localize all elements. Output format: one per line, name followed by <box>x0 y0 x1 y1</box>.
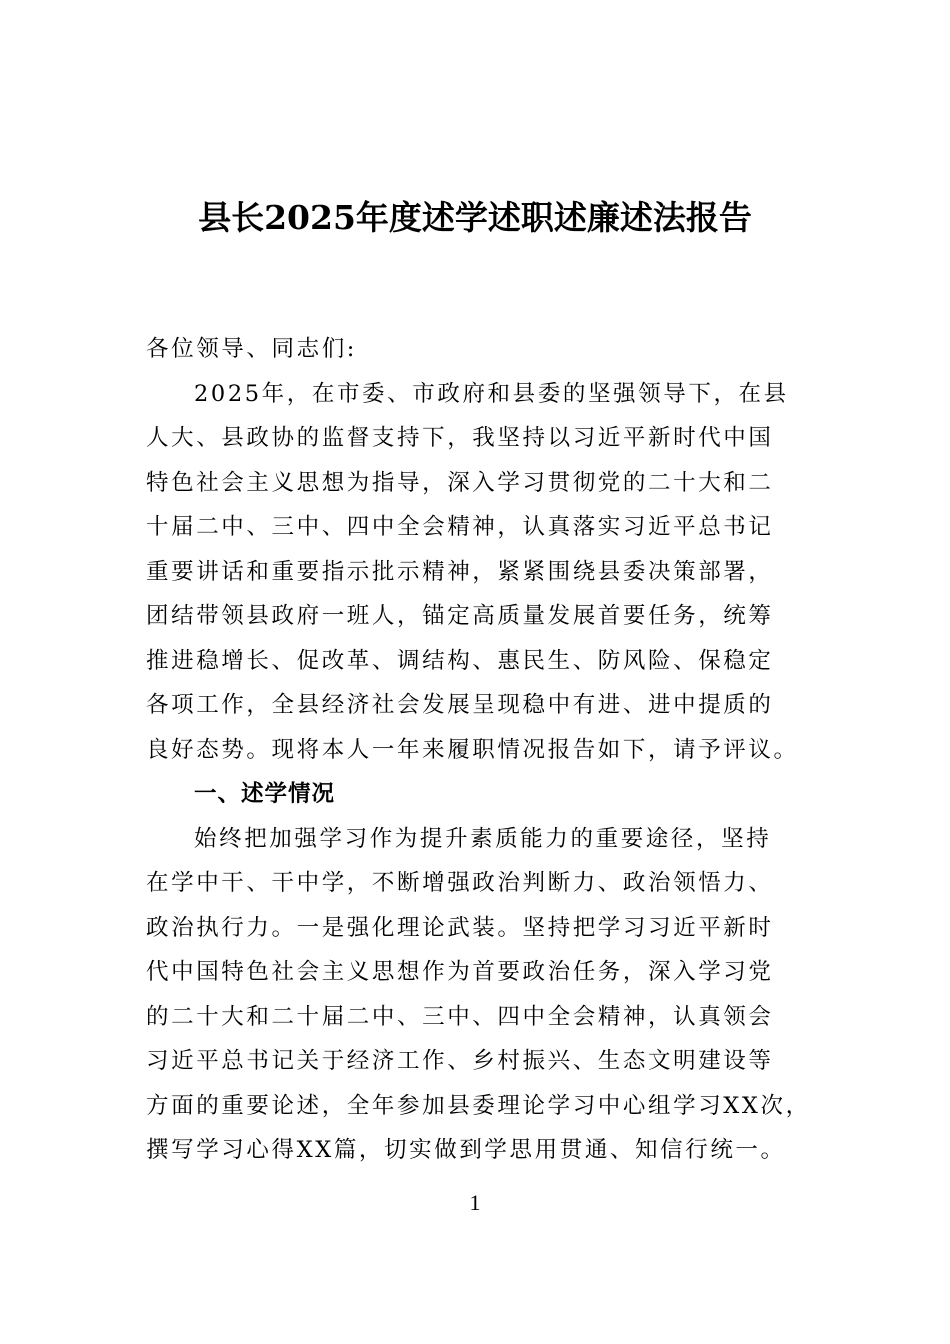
document-body <box>146 327 811 1173</box>
paragraph-line: 推进稳增长、促改革、调结构、惠民生、防风险、保稳定 <box>146 647 774 674</box>
paragraph-line: 重要讲话和重要指示批示精神，紧紧围绕县委决策部署， <box>146 558 774 585</box>
paragraph-line: 撰写学习心得XX篇，切实做到学思用贯通、知信行统一。 <box>146 1137 786 1163</box>
paragraph-line: 在学中干、干中学，不断增强政治判断力、政治领悟力、 <box>146 870 774 896</box>
paragraph-line: 良好态势。现将本人一年来履职情况报告如下，请予评议。 <box>146 736 799 763</box>
paragraph-line: 始终把加强学习作为提升素质能力的重要途径，坚持 <box>194 825 772 852</box>
intro-paragraph <box>146 372 806 773</box>
paragraph-line: 特色社会主义思想为指导，深入学习贯彻党的二十大和二 <box>146 469 774 496</box>
paragraph-line: 政治执行力。一是强化理论武装。坚持把学习习近平新时 <box>146 914 774 941</box>
paragraph-line: 的二十大和二十届二中、三中、四中全会精神，认真领会 <box>146 1003 774 1030</box>
paragraph-line: 人大、县政协的监督支持下，我坚持以习近平新时代中国 <box>146 425 774 451</box>
paragraph-line: 各项工作，全县经济社会发展呈现稳中有进、进中提质的 <box>146 692 774 718</box>
paragraph-line: 代中国特色社会主义思想作为首要政治任务，深入学习党 <box>146 959 774 985</box>
paragraph-line: 习近平总书记关于经济工作、乡村振兴、生态文明建设等 <box>146 1048 774 1074</box>
salutation: 各位领导、同志们: <box>146 336 357 362</box>
paragraph-line: 方面的重要论述，全年参加县委理论学习中心组学习XX次， <box>146 1092 811 1119</box>
section1-paragraph <box>146 817 811 1173</box>
section-heading: 一、述学情况 <box>194 781 336 807</box>
paragraph-line: 十届二中、三中、四中全会精神，认真落实习近平总书记 <box>146 514 774 540</box>
paragraph-line: 团结带领县政府一班人，锚定高质量发展首要任务，统筹 <box>146 603 774 629</box>
document-title: 县长2025年度述学述职述廉述法报告 <box>198 198 752 237</box>
page-number: 1 <box>469 1190 481 1215</box>
paragraph-line: 2025年，在市委、市政府和县委的坚强领导下，在县 <box>194 380 789 407</box>
